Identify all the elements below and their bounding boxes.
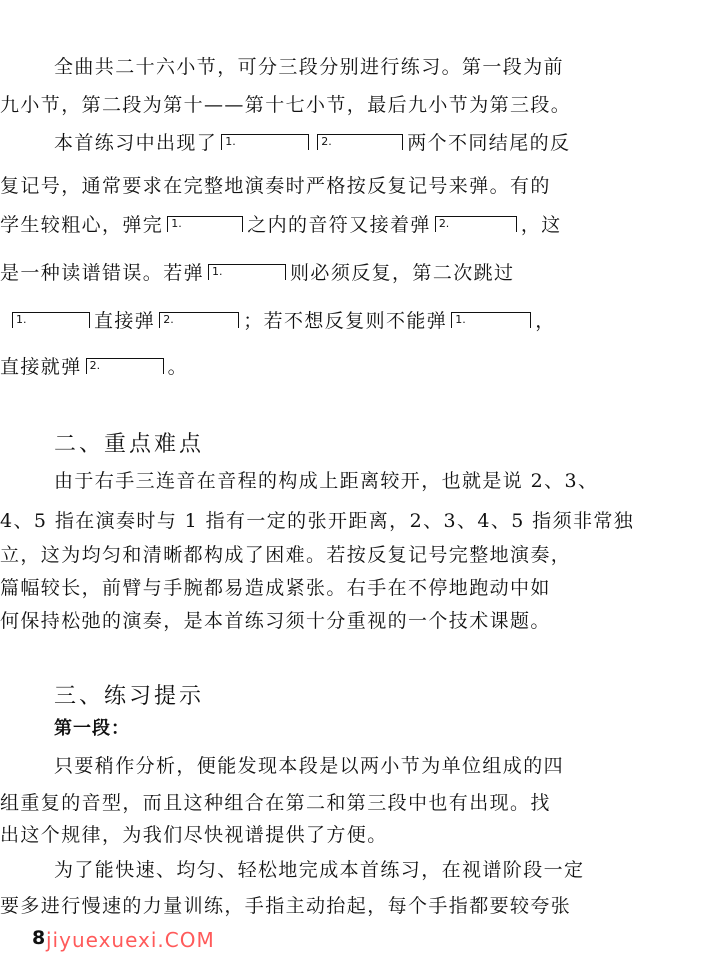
text-fragment: 本首练习中出现了 xyxy=(54,132,218,154)
volta-bracket-2 xyxy=(159,312,239,328)
volta-number: 2. xyxy=(438,217,450,230)
text-fragment: 学生较粗心，弹完 xyxy=(0,214,164,236)
text-line: 组重复的音型，而且这种组合在第二和第三段中也有出现。找 xyxy=(0,792,551,814)
page-number: 8 xyxy=(32,927,46,949)
volta-number: 1. xyxy=(225,135,236,148)
volta-number: 1. xyxy=(455,313,466,326)
volta-bracket-1 xyxy=(208,264,286,280)
text-line: 由于右手三连音在音程的构成上距离较开，也就是说 2、3、 xyxy=(54,470,599,492)
text-fragment: ，这 xyxy=(520,214,562,236)
text-line: 为了能快速、均匀、轻松地完成本首练习，在视谱阶段一定 xyxy=(54,859,585,881)
volta-number: 2. xyxy=(163,313,174,326)
volta-bracket-1 xyxy=(221,134,309,150)
text-fragment: 则必须反复，第二次跳过 xyxy=(290,262,515,284)
text-line xyxy=(0,258,514,285)
volta-bracket-1 xyxy=(451,312,531,328)
text-line: 复记号，通常要求在完整地演奏时严格按反复记号来弹。有的 xyxy=(0,175,551,197)
text-line: 全曲共二十六小节，可分三段分别进行练习。第一段为前 xyxy=(54,56,565,78)
volta-bracket-2 xyxy=(435,216,517,232)
text-line xyxy=(54,128,570,155)
text-line: 4、5 指在演奏时与 1 指有一定的张开距离，2、3、4、5 指须非常独 xyxy=(0,510,635,532)
text-fragment: 两个不同结尾的反 xyxy=(407,132,571,154)
volta-bracket-2 xyxy=(86,358,164,374)
text-line: 要多进行慢速的力量训练，手指主动抬起，每个手指都要较夸张 xyxy=(0,895,572,917)
volta-bracket-1 xyxy=(12,312,90,328)
section-heading: 二、重点难点 xyxy=(54,432,205,457)
text-line xyxy=(0,352,188,379)
volta-number: 2. xyxy=(89,359,101,372)
watermark: jiyuexuexi.COM xyxy=(46,928,215,952)
text-line xyxy=(0,306,556,333)
text-fragment: 是一种读谱错误。若弹 xyxy=(0,262,205,284)
volta-number: 1. xyxy=(171,217,182,230)
volta-number: 1. xyxy=(212,265,223,278)
text-line: 何保持松弛的演奏，是本首练习须十分重视的一个技术课题。 xyxy=(0,610,551,632)
text-fragment: 直接就弹 xyxy=(0,356,82,378)
text-line: 九小节，第二段为第十——第十七小节，最后九小节为第三段。 xyxy=(0,94,572,116)
text-line: 篇幅较长，前臂与手腕都易造成紧张。右手在不停地跑动中如 xyxy=(0,577,551,599)
text-line: 出这个规律，为我们尽快视谱提供了方便。 xyxy=(0,824,388,846)
text-fragment: ， xyxy=(535,310,556,332)
volta-number: 2. xyxy=(321,135,332,148)
text-line xyxy=(0,210,562,237)
subsection-heading: 第一段： xyxy=(54,718,130,739)
volta-bracket-2 xyxy=(317,134,403,150)
section-heading: 三、练习提示 xyxy=(54,684,205,709)
text-fragment: 直接弹 xyxy=(94,310,156,332)
volta-number: 1. xyxy=(16,313,27,326)
text-fragment: 。 xyxy=(167,356,189,378)
volta-bracket-1 xyxy=(167,216,243,232)
text-fragment: ；若不想反复则不能弹 xyxy=(243,310,448,332)
text-line: 立，这为均匀和清晰都构成了困难。若按反复记号完整地演奏， xyxy=(0,544,572,566)
text-fragment: 之内的音符又接着弹 xyxy=(247,214,431,236)
text-line: 只要稍作分析，便能发现本段是以两小节为单位组成的四 xyxy=(54,755,565,777)
